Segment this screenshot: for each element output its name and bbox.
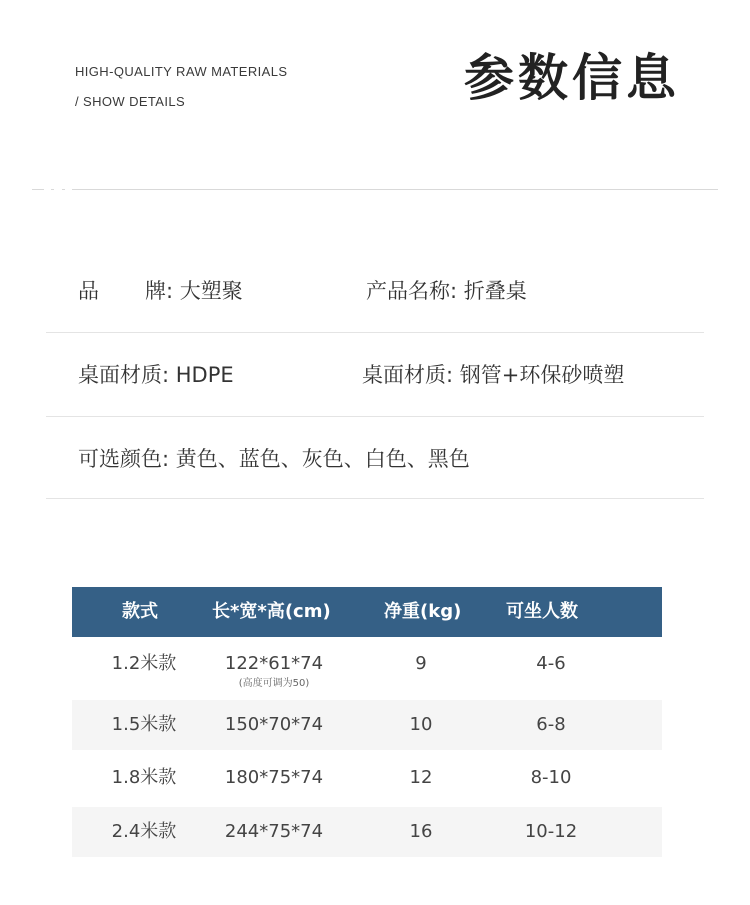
spec-frame-material: 桌面材质: 钢管+环保砂喷塑 [362,363,625,387]
spec-brand [78,276,243,306]
spec-row-brand [46,248,704,333]
page-title: 参数信息 [464,49,680,107]
table-cell-size: 150*70*74 [224,714,324,735]
table-header [72,587,662,637]
table-cell-model: 1.5米款 [111,714,177,735]
table-row [72,637,662,700]
table-cell-model: 1.8米款 [111,767,177,788]
table-row [72,700,662,750]
header-subtitle-line1: HIGH-QUALITY RAW MATERIALS [75,64,288,79]
table-cell-seats: 6-8 [536,714,566,735]
table-cell-weight: 9 [415,653,427,674]
spec-brand-label-b: 牌: [145,279,174,303]
table-cell-seats: 4-6 [536,653,566,674]
table-header-size: 长*宽*高(cm) [212,601,331,622]
table-cell-seats: 8-10 [530,767,572,788]
spec-row-colors [46,416,704,499]
table-header-model: 款式 [122,601,158,622]
spec-product-name: 产品名称: 折叠桌 [366,279,527,303]
spec-brand-label-a: 品 [78,279,99,303]
table-cell-seats: 10-12 [524,821,578,842]
table-cell-note: (高度可调为50) [238,678,310,689]
table-cell-weight: 16 [409,821,433,842]
table-row [72,807,662,857]
header-subtitle [75,57,287,117]
table-cell-model: 2.4米款 [111,821,177,842]
table-cell-model: 1.2米款 [111,653,177,674]
size-table [72,587,662,857]
table-cell-size: 180*75*74 [224,767,324,788]
header-divider [32,189,718,190]
spec-colors: 可选颜色: 黄色、蓝色、灰色、白色、黑色 [78,447,470,471]
table-cell-weight: 10 [409,714,433,735]
table-cell-size: 122*61*74 [224,653,324,674]
table-cell-size: 244*75*74 [224,821,324,842]
table-header-seats: 可坐人数 [506,601,578,622]
header-subtitle-line2: / SHOW DETAILS [75,94,186,109]
spec-row-material [46,332,704,417]
spec-brand-value: 大塑聚 [179,279,243,303]
table-header-weight: 净重(kg) [384,601,462,622]
spec-table-surface: 桌面材质: HDPE [78,363,234,387]
header-divider-accent [44,188,72,191]
table-cell-weight: 12 [409,767,433,788]
table-row [72,750,662,807]
